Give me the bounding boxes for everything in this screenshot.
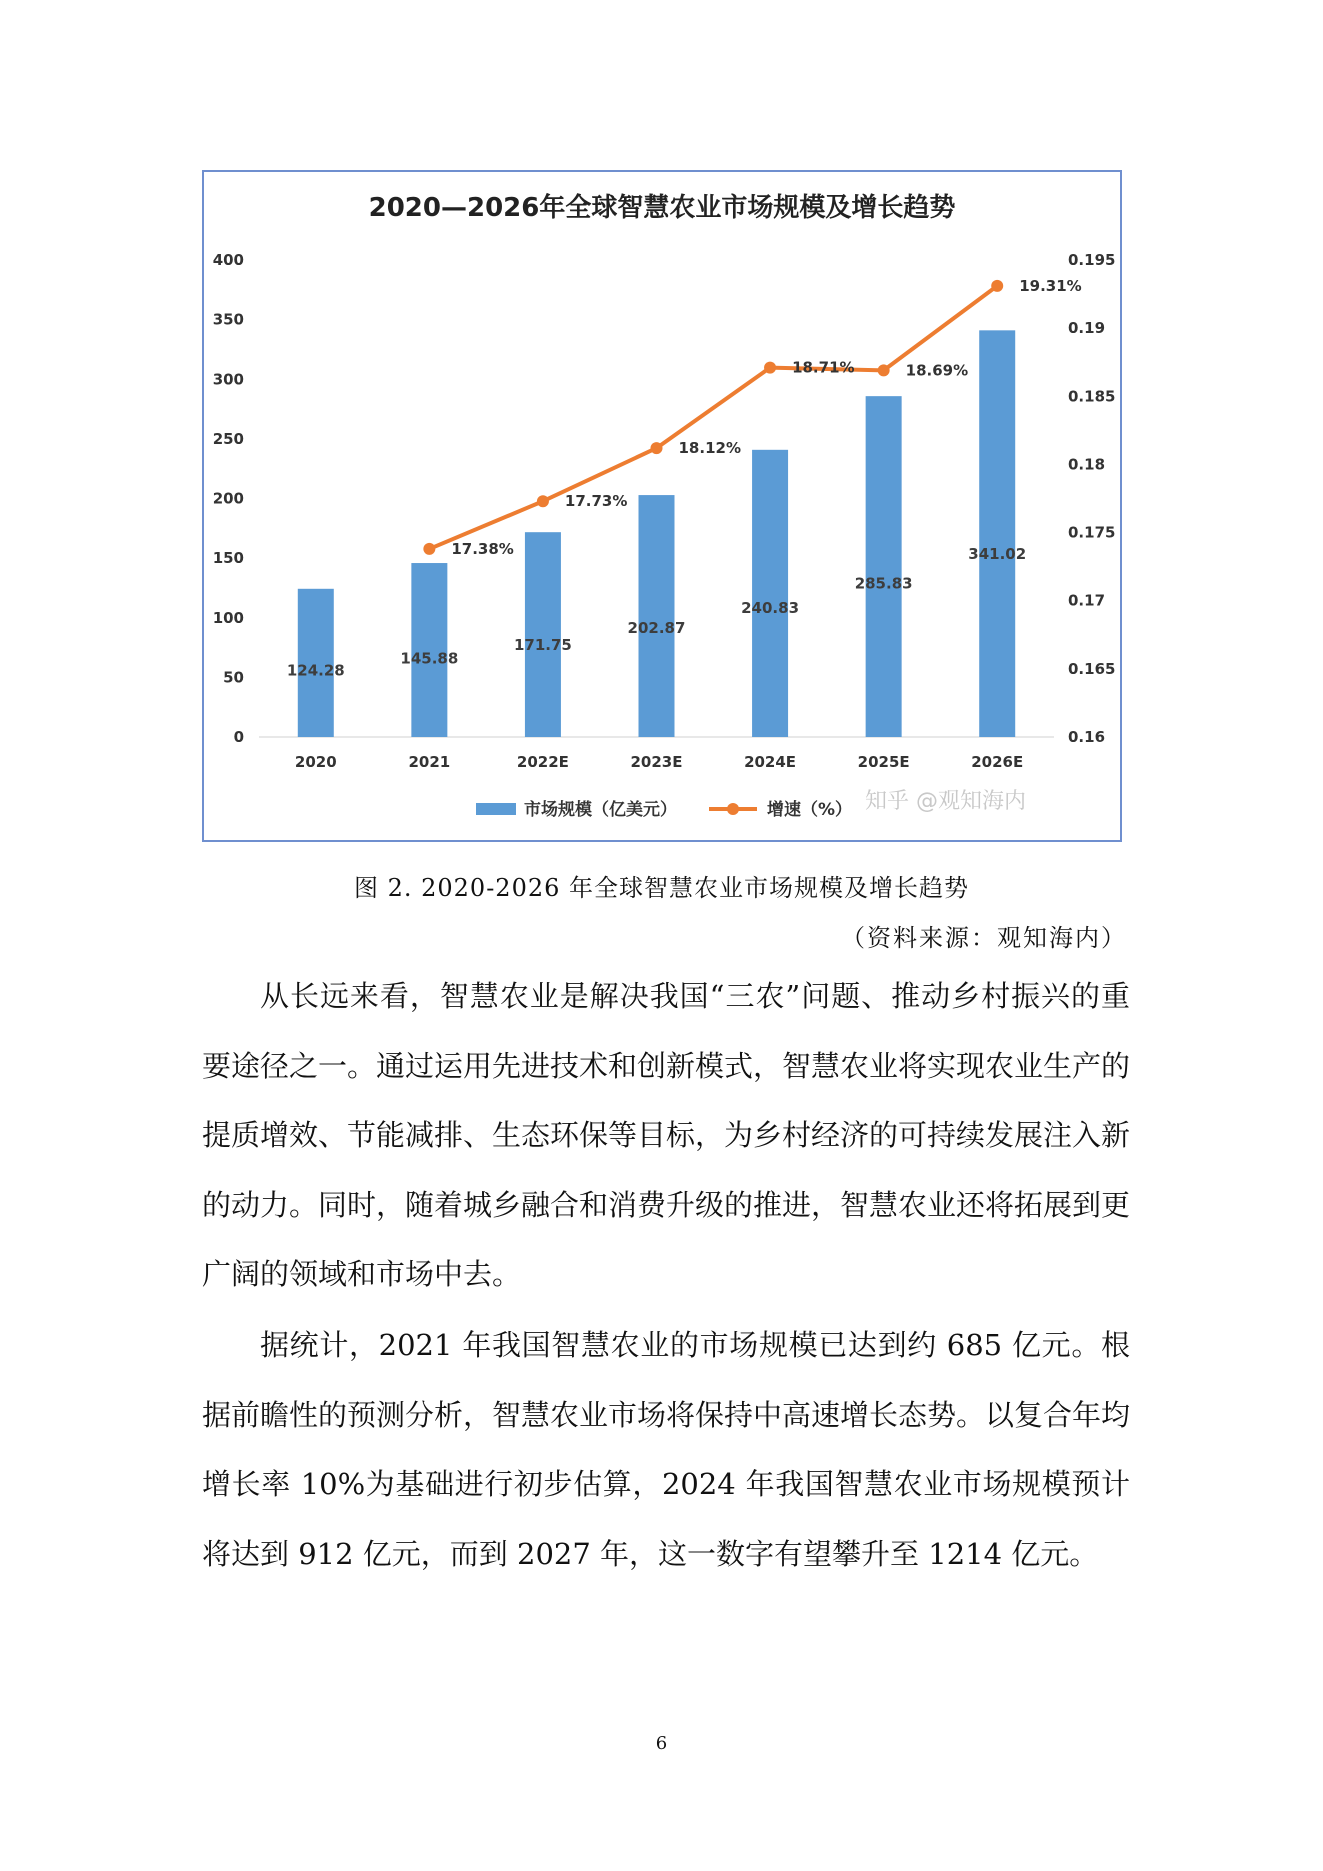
growth-value-label: 18.69% [905,361,969,380]
bar-value-label: 171.75 [513,635,572,654]
y-left-tick-label: 300 [212,370,244,389]
body-paragraph-1: 从长远来看，智慧农业是解决我国“三农”问题、推动乡村振兴的重要途径之一。通过运用先进技术和创新模式，智慧农业将实现农业生产的提质增效、节能减排、生态环保等目标，为乡村经济的可持续发展注入新的动力。同时，随着城乡融合和消费升级的推进，智慧农业还将拓展到更广阔的领域和市场中去。 [202,979,1131,1291]
y-right-tick-label: 0.165 [1068,659,1116,678]
growth-value-label: 17.38% [451,539,514,558]
growth-point [537,495,549,507]
bar-value-label: 285.83 [854,574,913,593]
y-left-tick-label: 250 [212,429,244,448]
x-tick-label: 2024E [744,753,797,771]
growth-value-label: 18.12% [678,439,741,458]
y-right-tick-label: 0.185 [1068,387,1116,406]
growth-value-label: 18.71% [792,358,855,377]
bar-value-label: 145.88 [400,649,459,668]
chart-figure [202,170,1122,842]
growth-point [651,442,663,454]
bar-value-label: 124.28 [286,661,345,680]
bar [639,495,675,737]
y-right-tick-label: 0.16 [1068,728,1106,746]
bar-value-label: 341.02 [968,545,1027,564]
growth-point [991,280,1003,292]
legend-line-label: 增速（%） [767,800,853,820]
growth-value-label: 17.73% [564,492,628,511]
y-right-tick-label: 0.195 [1068,251,1116,269]
page-number: 6 [655,1733,668,1754]
bar [525,532,561,737]
y-right-tick-label: 0.175 [1068,523,1116,542]
growth-point [764,362,776,374]
bar-value-label: 202.87 [627,619,686,638]
x-tick-label: 2021 [408,753,451,771]
growth-point [423,543,435,555]
y-right-tick-label: 0.18 [1068,455,1106,474]
x-tick-label: 2025E [857,753,910,771]
x-tick-label: 2020 [294,753,337,771]
y-left-tick-label: 0 [233,728,244,746]
growth-value-label: 19.31% [1019,276,1082,295]
bar [752,450,788,737]
y-right-tick-label: 0.17 [1068,591,1106,610]
bar [979,330,1015,737]
x-tick-label: 2026E [971,753,1024,771]
growth-point [878,364,890,376]
y-left-tick-label: 350 [212,310,244,329]
y-left-tick-label: 100 [212,608,244,627]
figure-caption: 图 2. 2020-2026 年全球智慧农业市场规模及增长趋势 [353,874,970,902]
y-left-tick-label: 50 [223,668,244,687]
figure-source: （资料来源：观知海内） [841,924,1127,952]
y-left-tick-label: 200 [212,489,244,508]
bar-value-label: 240.83 [741,598,800,617]
legend-bar-label: 市场规模（亿美元） [524,800,677,820]
y-left-tick-label: 150 [212,549,244,568]
legend-bar-swatch [476,803,516,815]
y-right-tick-label: 0.19 [1068,319,1106,338]
y-left-tick-label: 400 [212,251,244,269]
x-tick-label: 2023E [630,753,683,771]
chart-title: 2020—2026年全球智慧农业市场规模及增长趋势 [368,193,956,223]
body-paragraph-2: 据统计，2021 年我国智慧农业的市场规模已达到约 685 亿元。根据前瞻性的预测分析，智慧农业市场将保持中高速增长态势。以复合年均增长率 10%为基础进行初步估算，2024 年我国智慧农业市场规模预计将达到 912 亿元，而到 2027 年，这一数字有望攀升至 1214 亿元。 [202,1328,1131,1571]
chart-svg [204,172,1120,840]
x-tick-label: 2022E [516,753,569,771]
legend-line-marker [727,803,739,815]
growth-line [429,286,997,549]
bar [866,396,902,737]
chart-watermark: 知乎 @观知海内 [865,789,1026,814]
